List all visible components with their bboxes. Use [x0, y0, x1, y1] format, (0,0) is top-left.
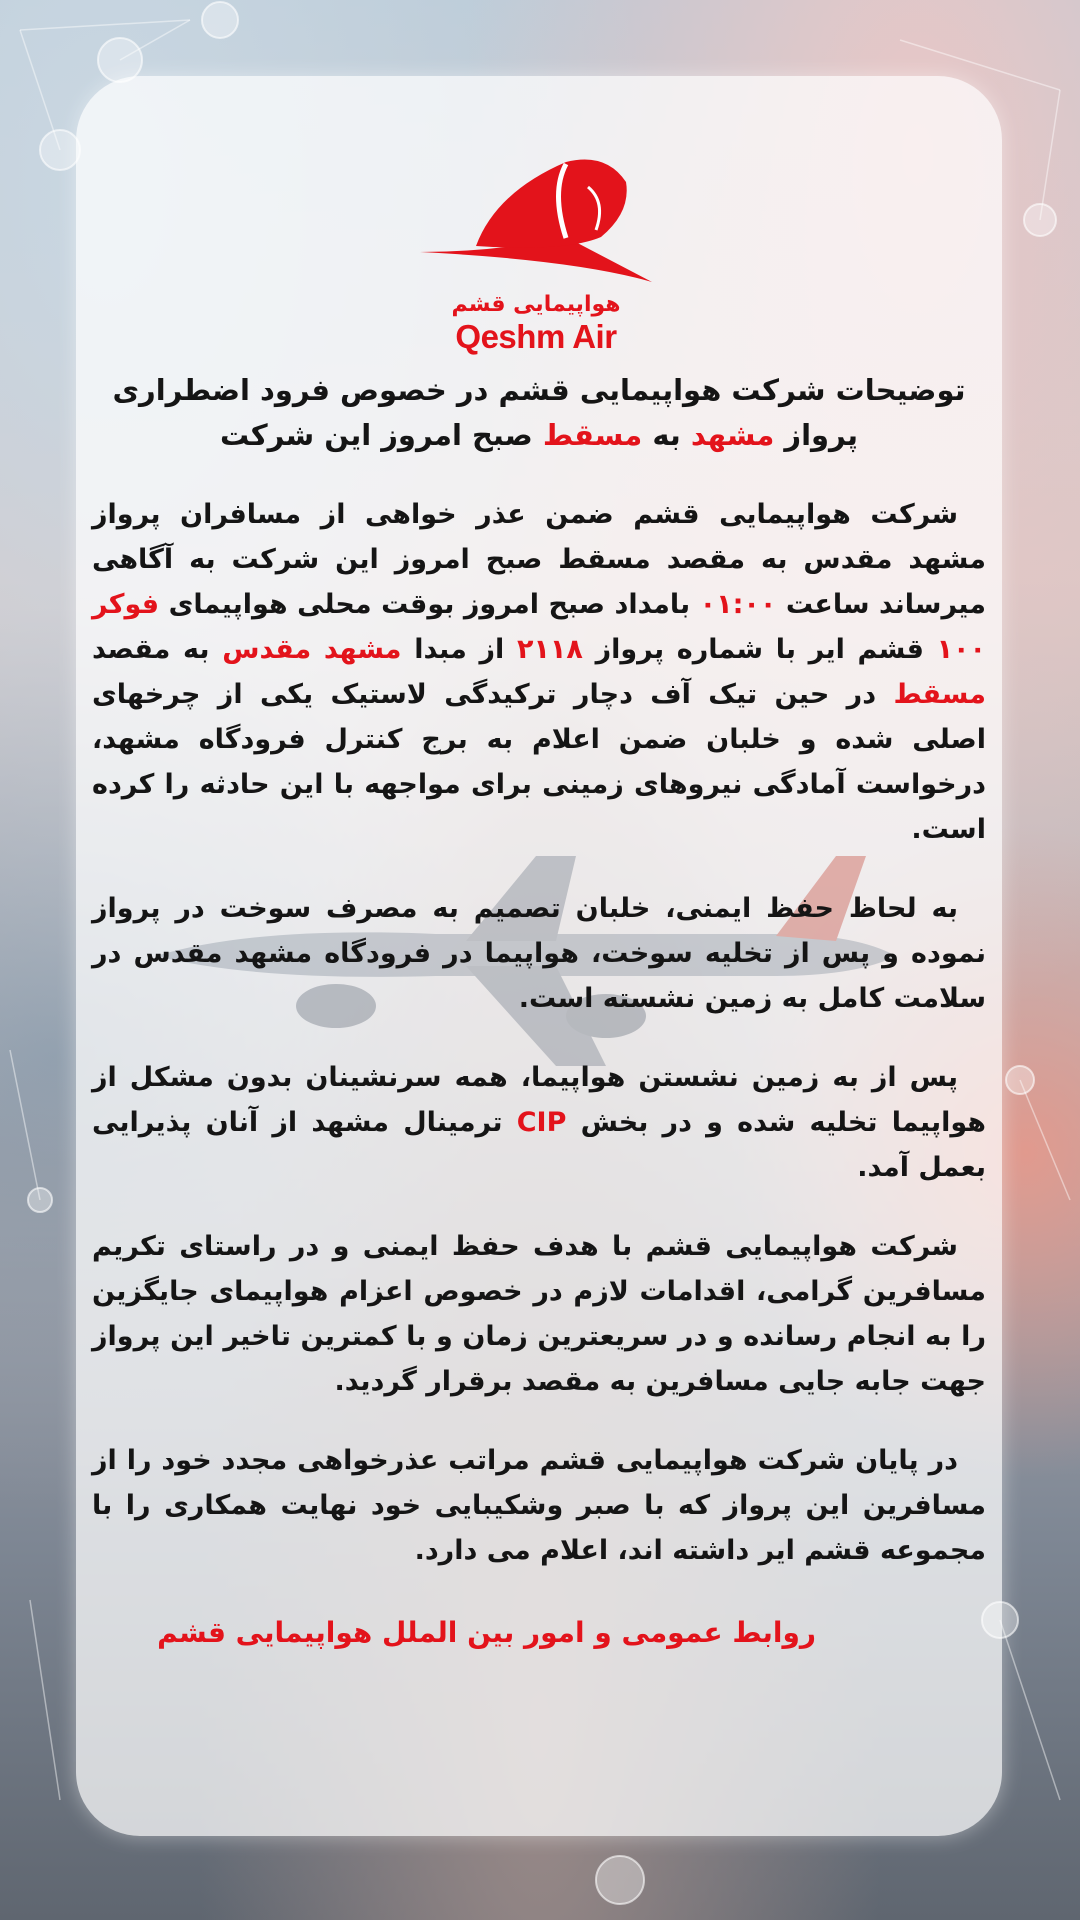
title-destination: مسقط [542, 418, 643, 452]
announcement-body [92, 368, 986, 1655]
announcement-card [76, 76, 1002, 1836]
incident-time: ۰۱:۰۰ [699, 589, 777, 620]
paragraph-incident: شرکت هواپیمایی قشم ضمن عذر خواهی از مسافران پرواز مشهد مقدس به مقصد مسقط صبح امروز این شرکت به آگاهی میرساند ساعت ۰۱:۰۰ بامداد صبح امروز بوقت محلی هواپیمای فوکر ۱۰۰ قشم ایر با شماره پرواز ۲۱۱۸ از مبدا مشهد مقدس به مقصد مسقط در حین تیک آف دچار ترکیدگی لاستیک یکی از چرخهای اصلی شده و خلبان ضمن اعلام به برج کنترل فرودگاه مشهد، درخواست آمادگی نیروهای زمینی برای مواجهه با این حادثه را کرده است. [92, 499, 987, 845]
paragraph-apology: در پایان شرکت هواپیمایی قشم مراتب عذرخواهی مجدد خود را از مسافرین این پرواز که با صبر وشکیبایی خود نهایت همکاری را با مجموعه قشم ایر داشته اند، اعلام می دارد. [92, 1445, 986, 1566]
signature: روابط عمومی و امور بین الملل هواپیمایی قشم [157, 1616, 816, 1649]
logo-emblem-icon [416, 142, 656, 292]
logo-text-english: Qeshm Air [455, 318, 617, 355]
paragraph-replacement: شرکت هواپیمایی قشم با هدف حفظ ایمنی و در راستای تکریم مسافرین گرامی، اقدامات لازم در خصوص اعزام هواپیمای جایگزین را به انجام رسانده و در سریعترین زمان و با کمترین تاخیر این پرواز جهت جابه جایی مسافرین به مقصد برقرار گردید. [92, 1231, 986, 1397]
flight-origin: مشهد مقدس [222, 634, 402, 665]
cip-label: CIP [516, 1107, 567, 1138]
title-origin: مشهد [690, 418, 775, 452]
flight-number: ۲۱۱۸ [516, 634, 583, 665]
logo-text-persian: هواپیمایی قشم [451, 292, 621, 317]
flight-destination: مسقط [893, 679, 986, 710]
paragraph-fuel-dump: به لحاظ حفظ ایمنی، خلبان تصمیم به مصرف سوخت در پرواز نموده و پس از تخلیه سوخت، هواپیما در فرودگاه مشهد مقدس در سلامت کامل به زمین نشسته است. [92, 893, 986, 1014]
announcement-title: توضیحات شرکت هواپیمایی قشم در خصوص فرود اضطراری پرواز مشهد به مسقط صبح امروز این شرکت [112, 373, 966, 452]
qeshm-air-logo [416, 142, 656, 362]
aircraft-type: فوکر ۱۰۰ [92, 589, 987, 665]
paragraph-evacuation: پس از به زمین نشستن هواپیما، همه سرنشینان بدون مشکل از هواپیما تخلیه شده و در بخش CIP ترمینال مشهد از آنان پذیرایی بعمل آمد. [92, 1062, 986, 1183]
